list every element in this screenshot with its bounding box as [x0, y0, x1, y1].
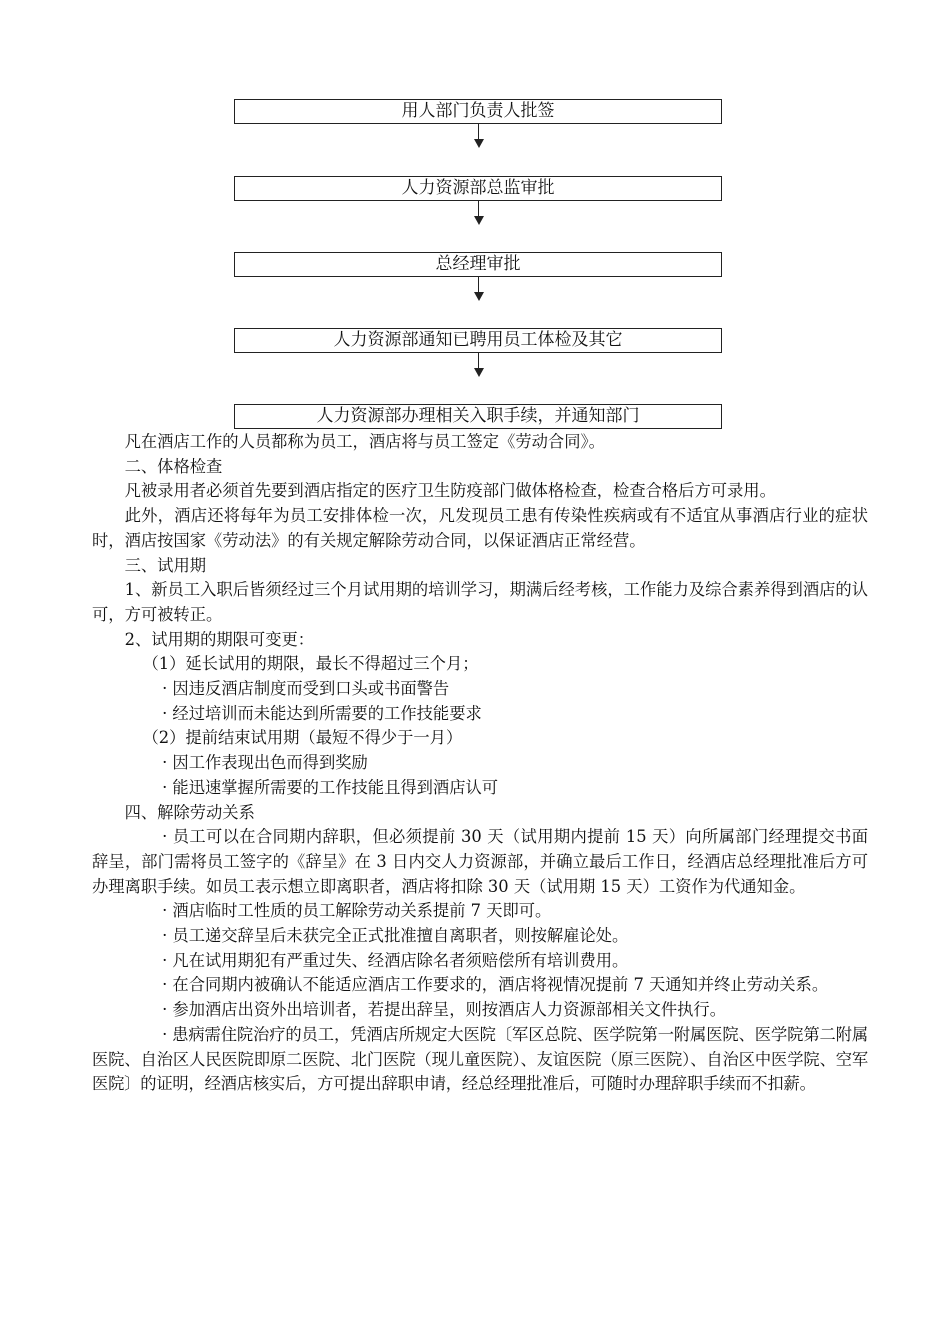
paragraph-medical-exam: 凡被录用者必须首先要到酒店指定的医疗卫生防疫部门做体格检查，检查合格后方可录用。	[124, 481, 776, 501]
paragraph-annual-checkup: 此外，酒店还将每年为员工安排体检一次，凡发现员工患有传染性疾病或有不适宜从事酒店行业的症状时，酒店按国家《劳动法》的有关规定解除劳动合同，以保证酒店正常经营。	[92, 506, 868, 550]
list-item-skills-not-met: · 经过培训而未能达到所需要的工作技能要求	[162, 703, 482, 723]
list-item-extend-probation: （1）延长试用的期限，最长不得超过三个月；	[142, 654, 479, 674]
paragraph-unfit-termination: · 在合同期内被确认不能适应酒店工作要求的，酒店将视情况提前 7 天通知并终止劳动关系。	[162, 975, 829, 995]
heading-probation: 三、试用期	[124, 555, 207, 575]
flow-step-dept-head-sign: 用人部门负责人批签	[234, 99, 722, 124]
flow-step-hr-onboarding: 人力资源部办理相关入职手续，并通知部门	[234, 404, 722, 429]
heading-termination: 四、解除劳动关系	[124, 802, 255, 822]
flow-arrow-down-icon	[472, 124, 486, 148]
paragraph-probation-variable: 2、试用期的期限可变更：	[124, 629, 315, 649]
flow-step-hr-director-approve: 人力资源部总监审批	[234, 176, 722, 201]
flow-step-hr-notify-medical: 人力资源部通知已聘用员工体检及其它	[234, 328, 722, 353]
list-item-quick-mastery: · 能迅速掌握所需要的工作技能且得到酒店认可	[162, 777, 499, 797]
list-item-warning: · 因违反酒店制度而受到口头或书面警告	[162, 679, 450, 699]
paragraph-unauthorized-leave: · 员工递交辞呈后未获完全正式批准擅自离职者，则按解雇论处。	[162, 926, 629, 946]
paragraph-probation-misconduct: · 凡在试用期犯有严重过失、经酒店除名者须赔偿所有培训费用。	[162, 950, 629, 970]
heading-medical-exam: 二、体格检查	[124, 456, 223, 476]
paragraph-employee-definition: 凡在酒店工作的人员都称为员工，酒店将与员工签定《劳动合同》。	[124, 432, 605, 451]
paragraph-probation-period: 1、新员工入职后皆须经过三个月试用期的培训学习，期满后经考核，工作能力及综合素养得到酒店的认可，方可被转正。	[92, 580, 868, 624]
flow-arrow-down-icon	[472, 201, 486, 225]
list-item-early-end-probation: （2）提前结束试用期（最短不得少于一月）	[142, 728, 463, 748]
document-body	[92, 430, 868, 1097]
paragraph-resignation-notice: · 员工可以在合同期内辞职，但必须提前 30 天（试用期内提前 15 天）向所属部门经理提交书面辞呈，部门需将员工签字的《辞呈》在 3 日内交人力资源部，并确立最后工作日，经酒店总经理批准后方可办理离职手续。如员工表示想立即离职者，酒店将扣除 30 天（试用期 15 天）工资作为代通知金。	[92, 827, 868, 896]
paragraph-training-resignation: · 参加酒店出资外出培训者，若提出辞呈，则按酒店人力资源部相关文件执行。	[162, 1000, 726, 1020]
list-item-reward: · 因工作表现出色而得到奖励	[162, 753, 368, 773]
flow-step-gm-approve: 总经理审批	[234, 252, 722, 277]
paragraph-illness-resignation: · 患病需住院治疗的员工，凭酒店所规定大医院〔军区总院、医学院第一附属医院、医学院第二附属医院、自治区人民医院即原二医院、北门医院（现儿童医院）、友谊医院（原三医院）、自治区中医学院、空军医院〕的证明，经酒店核实后，方可提出辞职申请，经总经理批准后，可随时办理辞职手续而不扣薪。	[92, 1024, 868, 1094]
flow-arrow-down-icon	[472, 353, 486, 377]
flow-arrow-down-icon	[472, 277, 486, 301]
paragraph-temp-worker: · 酒店临时工性质的员工解除劳动关系提前 7 天即可。	[162, 901, 552, 921]
approval-flowchart	[0, 0, 950, 440]
